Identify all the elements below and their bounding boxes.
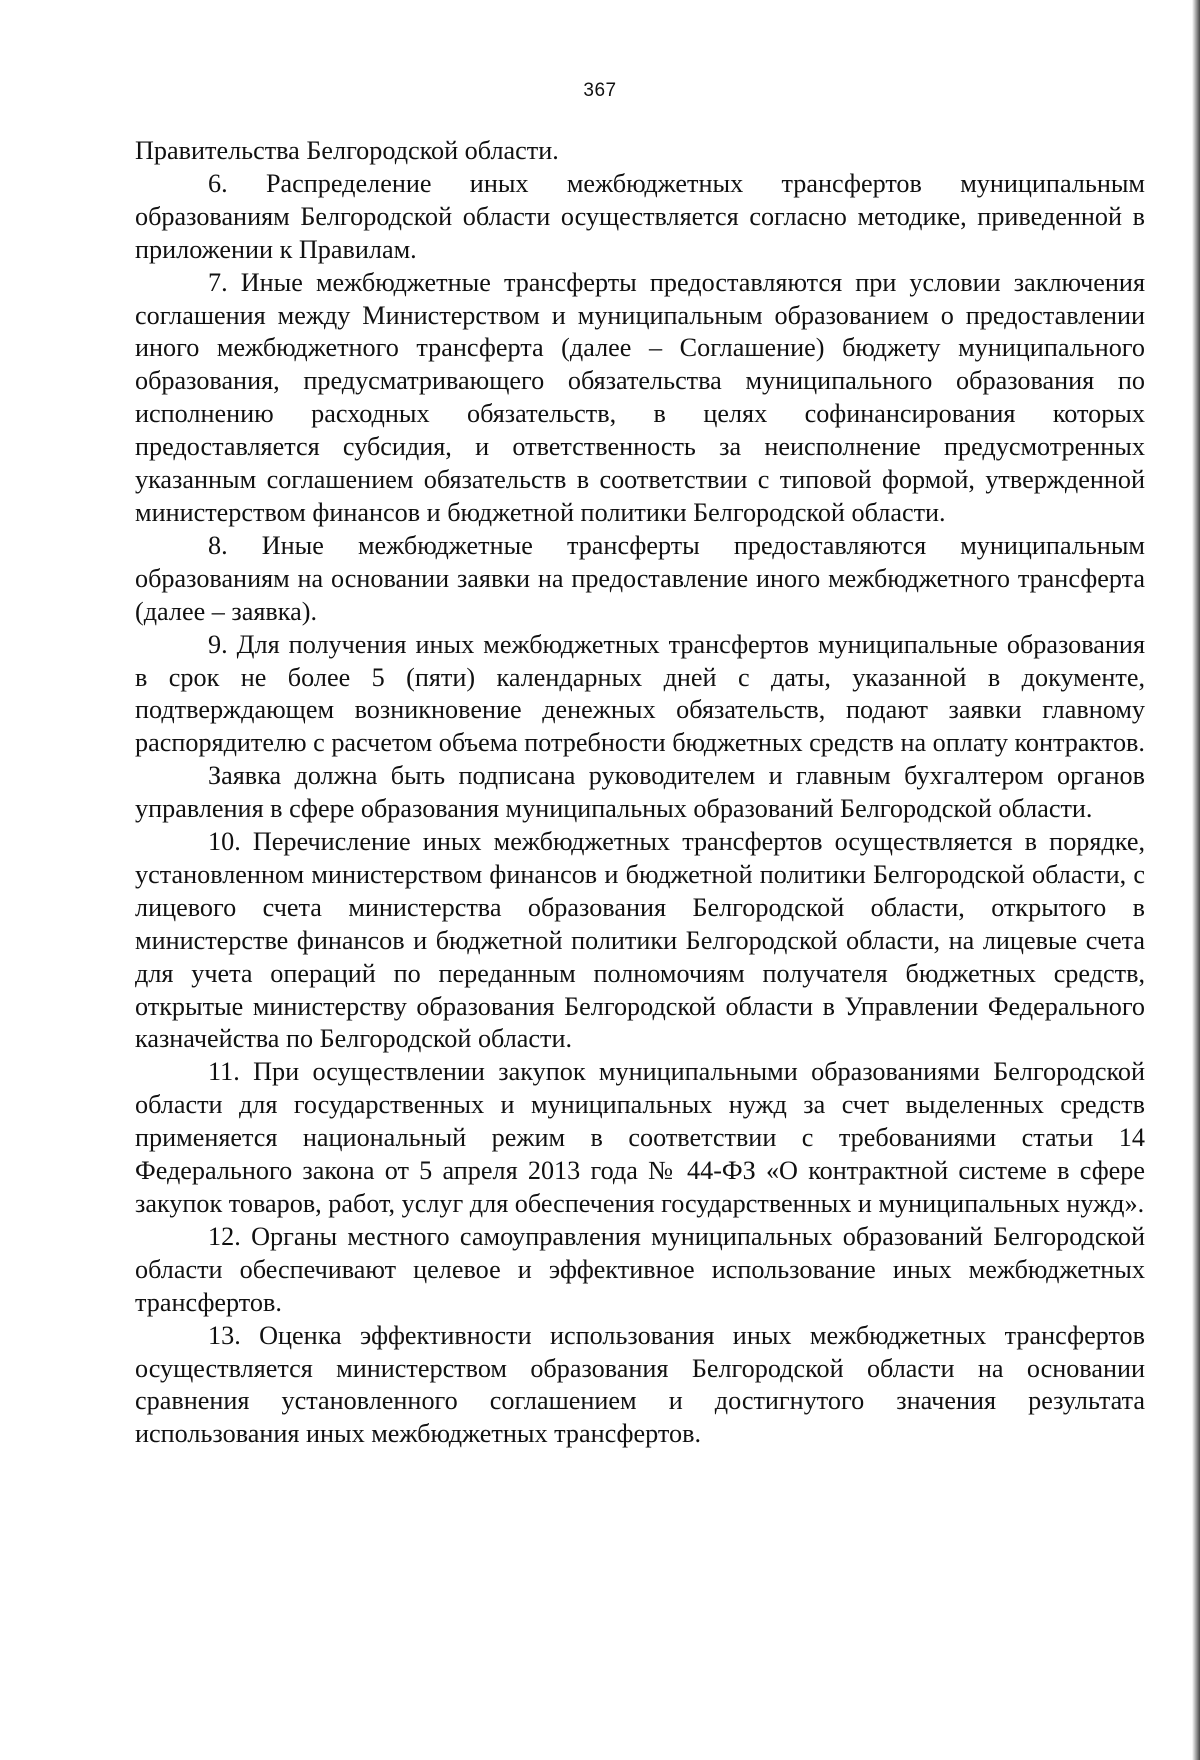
paragraph-item-11: 11. При осуществлении закупок муниципальными образованиями Белгородской области для государственных и муниципальных нужд за счет выделенных средств применяется национальный режим в соответствии с требованиями статьи 14 Федерального закона от 5 апреля 2013 года № 44-ФЗ «О контрактной системе в сфере закупок товаров, работ, услуг для обеспечения государственных и муниципальных нужд».: [135, 1057, 1145, 1218]
paragraph-item-6: 6. Распределение иных межбюджетных трансфертов муниципальным образованиям Белгородской области осуществляется согласно методике, приведенной в приложении к Правилам.: [135, 168, 1145, 264]
document-body: [135, 135, 1145, 1451]
scan-edge-shadow: [1192, 0, 1200, 1760]
paragraph-item-7: 7. Иные межбюджетные трансферты предоставляются при условии заключения соглашения между Министерством и муниципальным образованием о предоставлении иного межбюджетного трансферта (далее – Соглашение) бюджету муниципального образования, предусматривающего обязательства муниципального образования по исполнению расходных обязательств, в целях софинансирования которых предоставляется субсидия, и ответственность за неисполнение предусмотренных указанным соглашением обязательств в соответствии с типовой формой, утвержденной министерством финансов и бюджетной политики Белгородской области.: [135, 267, 1145, 527]
paragraph-item-9-note: Заявка должна быть подписана руководителем и главным бухгалтером органов управления в сфере образования муниципальных образований Белгородской области.: [135, 761, 1145, 824]
paragraph-item-9: 9. Для получения иных межбюджетных трансфертов муниципальные образования в срок не более 5 (пяти) календарных дней с даты, указанной в документе, подтверждающем возникновение денежных обязательств, подают заявки главному распорядителю с расчетом объема потребности бюджетных средств на оплату контрактов.: [135, 629, 1145, 758]
paragraph-continuation: Правительства Белгородской области.: [135, 136, 559, 165]
paragraph-item-13: 13. Оценка эффективности использования иных межбюджетных трансфертов осуществляется министерством образования Белгородской области на основании сравнения установленного соглашением и достигнутого значения результата использования иных межбюджетных трансфертов.: [135, 1320, 1145, 1449]
paragraph-item-8: 8. Иные межбюджетные трансферты предоставляются муниципальным образованиям на основании заявки на предоставление иного межбюджетного трансферта (далее – заявка).: [135, 530, 1145, 626]
paragraph-item-12: 12. Органы местного самоуправления муниципальных образований Белгородской области обеспечивают целевое и эффективное использование иных межбюджетных трансфертов.: [135, 1221, 1145, 1317]
page-number: 367: [583, 80, 617, 101]
paragraph-item-10: 10. Перечисление иных межбюджетных трансфертов осуществляется в порядке, установленном министерством финансов и бюджетной политики Белгородской области, с лицевого счета министерства образования Белгородской области, открытого в министерстве финансов и бюджетной политики Белгородской области, на лицевые счета для учета операций по переданным полномочиям получателя бюджетных средств, открытые министерству образования Белгородской области в Управлении Федерального казначейства по Белгородской области.: [135, 827, 1145, 1054]
